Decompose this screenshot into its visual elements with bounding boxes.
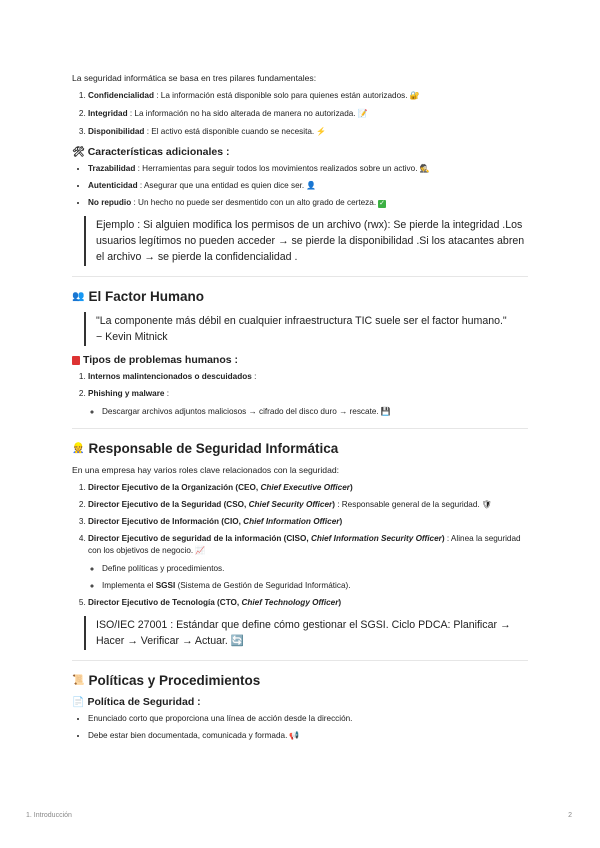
list-item: 3. Director Ejecutivo de Información (CIO, Chief Information Officer) bbox=[88, 516, 528, 528]
list-item: • Debe estar bien documentada, comunicada y formada. 📢 bbox=[88, 730, 528, 742]
list-item: 2. Director Ejecutivo de la Seguridad (CSO, Chief Security Officer) : Responsable general de la seguridad. 🛡 bbox=[88, 499, 528, 511]
pillars-list bbox=[72, 90, 528, 138]
list-item: • No repudio : Un hecho no puede ser desmentido con un alto grado de certeza. ✓ bbox=[88, 197, 528, 209]
alert-icon bbox=[72, 356, 80, 365]
divider bbox=[72, 660, 528, 661]
list-item: ◦ Define políticas y procedimientos. bbox=[102, 563, 528, 575]
example-quote: Ejemplo : Si alguien modifica los permisos de un archivo (rwx): Se pierde la integridad .Los usuarios legítimos no pueden acceder → se pierde la disponibilidad .Si los atacantes abren el archivo → se pierde la confidencialidad . bbox=[84, 216, 528, 266]
list-item: 3. Disponibilidad : El activo está disponible cuando se necesita. ⚡ bbox=[88, 126, 528, 138]
intro-text: La seguridad informática se basa en tres pilares fundamentales: bbox=[72, 73, 317, 83]
list-item: 5. Director Ejecutivo de Tecnología (CTO, Chief Technology Officer) bbox=[88, 597, 528, 609]
roles-list bbox=[72, 482, 528, 609]
responsible-intro: En una empresa hay varios roles clave relacionados con la seguridad: bbox=[72, 465, 340, 475]
document-icon: 📄 bbox=[72, 696, 85, 708]
list-item: 1. Confidencialidad : La información está disponible solo para quienes están autorizados. 🔐 bbox=[88, 90, 528, 102]
lightning-icon: ⚡ bbox=[316, 127, 327, 136]
scroll-icon: 📜 bbox=[72, 675, 85, 686]
list-item: • Autenticidad : Asegurar que una entidad es quien dice ser. 👤 bbox=[88, 180, 528, 192]
worker-icon: 👷 bbox=[72, 443, 85, 454]
user-icon: 👤 bbox=[306, 181, 317, 190]
human-problems-heading: Tipos de problemas humanos : bbox=[72, 354, 528, 366]
policy-list bbox=[72, 713, 528, 742]
policies-title: 📜 Políticas y Procedimientos bbox=[72, 673, 261, 688]
check-icon: ✓ bbox=[379, 200, 386, 207]
iso-quote: ISO/IEC 27001 : Estándar que define cómo gestionar el SGSI. Ciclo PDCA: Planificar → Hacer → Verificar → Actuar. 🔄 bbox=[84, 616, 528, 650]
human-problems-list bbox=[72, 371, 528, 418]
people-icon: 👥 bbox=[72, 291, 85, 302]
list-item: 4. Director Ejecutivo de seguridad de la información (CISO, Chief Information Security Officer) : Alinea la seguridad con los objetivos de negocio. 📈 ◦ Define políticas y procedimientos. ◦ Implementa el SGSI (Sistema de Gestión de Seguridad Informática). bbox=[88, 533, 528, 592]
mitnick-quote: "La componente más débil en cualquier infraestructura TIC suele ser el factor humano." − Kevin Mitnick bbox=[84, 312, 528, 346]
footer-chapter: 1. Introducción bbox=[26, 812, 72, 819]
extra-heading: 🛠 Características adicionales : bbox=[72, 146, 230, 158]
megaphone-icon: 📢 bbox=[289, 731, 300, 740]
document-page bbox=[72, 72, 528, 747]
cycle-icon: 🔄 bbox=[230, 635, 245, 647]
extras-list bbox=[72, 163, 528, 209]
floppy-icon: 💾 bbox=[380, 407, 391, 416]
list-item: • Trazabilidad : Herramientas para seguir todos los movimientos realizados sobre un activo. 🕵 bbox=[88, 163, 528, 175]
responsible-title: 👷 Responsable de Seguridad Informática bbox=[72, 441, 339, 456]
chart-icon: 📈 bbox=[195, 546, 206, 555]
list-item: • Enunciado corto que proporciona una línea de acción desde la dirección. bbox=[88, 713, 528, 725]
list-item: 2. Integridad : La información no ha sido alterada de manera no autorizada. 📝 bbox=[88, 108, 528, 120]
human-factor-title: 👥 El Factor Humano bbox=[72, 289, 204, 304]
list-item: 1. Director Ejecutivo de la Organización (CEO, Chief Executive Officer) bbox=[88, 482, 528, 494]
memo-icon: 📝 bbox=[357, 109, 368, 118]
divider bbox=[72, 428, 528, 429]
list-item: 1. Internos malintencionados o descuidados : bbox=[88, 371, 528, 383]
lock-icon: 🔐 bbox=[409, 91, 420, 100]
shield-icon: 🛡 bbox=[481, 500, 492, 509]
detective-icon: 🕵 bbox=[419, 164, 430, 173]
tools-icon: 🛠 bbox=[72, 146, 85, 158]
phishing-sublist bbox=[88, 406, 528, 418]
list-item: 2. Phishing y malware : ◦ Descargar archivos adjuntos maliciosos → cifrado del disco duro → rescate. 💾 bbox=[88, 388, 528, 418]
ciso-sublist bbox=[88, 563, 528, 592]
page-number: 2 bbox=[568, 812, 572, 819]
list-item: ◦ Implementa el SGSI (Sistema de Gestión de Seguridad Informática). bbox=[102, 580, 528, 592]
divider bbox=[72, 276, 528, 277]
policy-heading: 📄 Política de Seguridad : bbox=[72, 696, 201, 708]
list-item: ◦ Descargar archivos adjuntos maliciosos → cifrado del disco duro → rescate. 💾 bbox=[102, 406, 528, 418]
